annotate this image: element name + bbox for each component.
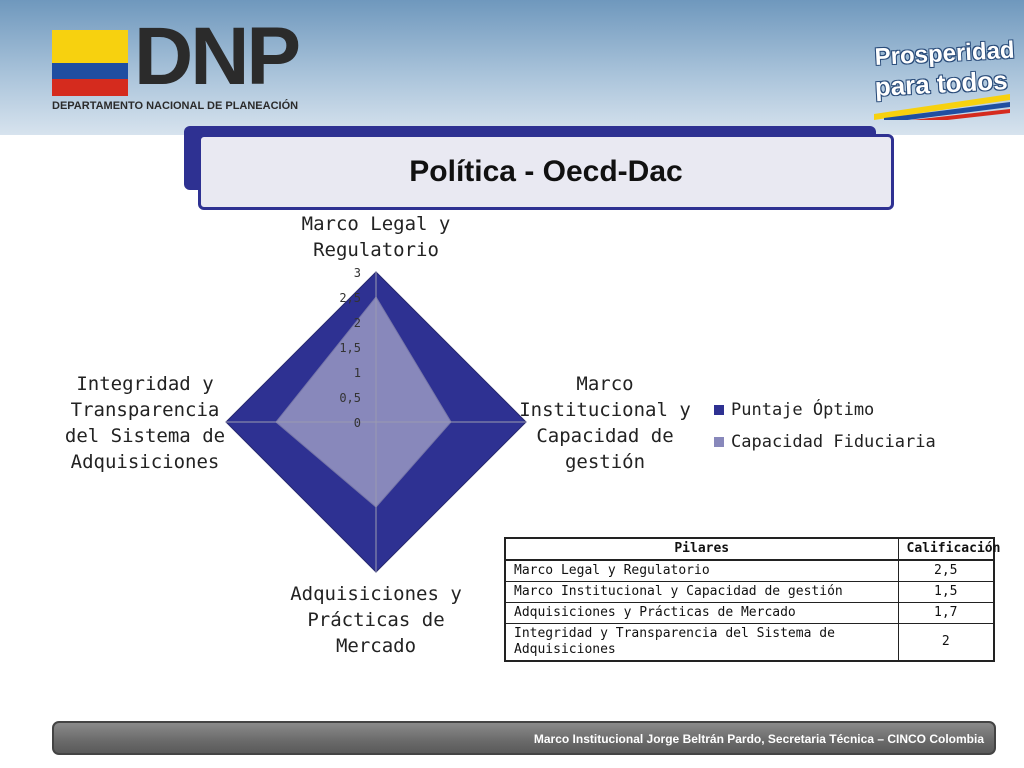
radar-axis-label: Marco <box>576 373 634 395</box>
radar-tick-label: 0,5 <box>339 391 361 405</box>
radar-axis-label: Regulatorio <box>313 239 439 261</box>
scores-table <box>504 537 1001 662</box>
legend-item-fiduciaria <box>714 426 936 458</box>
cell-pilar: Adquisiciones y Prácticas de Mercado <box>505 603 898 624</box>
column-header-calificacion: Calificación <box>898 538 994 560</box>
cell-pilar: Marco Legal y Regulatorio <box>505 560 898 582</box>
page-title: Política - Oecd-Dac <box>409 155 683 188</box>
slogan-logo <box>866 36 1016 130</box>
cell-calificacion: 2 <box>898 624 994 662</box>
legend-label-fiduciaria: Capacidad Fiduciaria <box>731 432 936 452</box>
radar-tick-label: 0 <box>353 416 361 430</box>
radar-tick-label: 1,5 <box>339 341 361 355</box>
logo-text: DNP <box>134 11 299 102</box>
column-header-pilares: Pilares <box>505 538 898 560</box>
chart-legend <box>714 394 936 458</box>
radar-axis-label: del Sistema de <box>64 425 226 447</box>
cell-calificacion: 1,5 <box>898 582 994 603</box>
radar-axis-label: Mercado <box>335 635 417 657</box>
radar-tick-label: 1 <box>353 366 361 380</box>
radar-tick-label: 2 <box>353 316 361 330</box>
cell-pilar: Integridad y Transparencia del Sistema de Adquisiciones <box>505 624 898 662</box>
table-row <box>505 624 994 662</box>
cell-pilar: Marco Institucional y Capacidad de gestión <box>505 582 898 603</box>
table-header-row <box>505 538 994 560</box>
slogan-line-2: para todos <box>874 65 1009 102</box>
radar-tick-label: 2,5 <box>339 291 361 305</box>
radar-axis-label: Adquisiciones <box>70 451 220 473</box>
radar-axis-label: Prácticas de <box>307 609 445 631</box>
legend-item-optimo <box>714 394 936 426</box>
radar-axis-label: Capacidad de <box>536 425 674 447</box>
dnp-logo <box>52 11 322 115</box>
colombia-flag-icon <box>52 30 128 96</box>
legend-swatch-optimo <box>714 405 724 415</box>
cell-calificacion: 1,7 <box>898 603 994 624</box>
cell-calificacion: 2,5 <box>898 560 994 582</box>
legend-swatch-fiduciaria <box>714 437 724 447</box>
radar-tick-label: 3 <box>353 266 361 280</box>
table-row <box>505 603 994 624</box>
radar-axis-label: Institucional y <box>519 399 691 421</box>
legend-label-optimo: Puntaje Óptimo <box>731 400 875 420</box>
table-row <box>505 582 994 603</box>
slogan-line-1: Prosperidad <box>874 36 1016 71</box>
radar-axis-label: Integridad y <box>76 373 214 395</box>
table-row <box>505 560 994 582</box>
radar-axis-label: gestión <box>564 451 646 473</box>
title-box <box>198 134 894 210</box>
radar-axis-label: Transparencia <box>70 399 220 421</box>
radar-axis-label: Marco Legal y <box>301 213 451 235</box>
footer-text: Marco Institucional Jorge Beltrán Pardo, Secretaria Técnica – CINCO Colombia <box>533 732 984 746</box>
footer-bar <box>52 721 996 755</box>
radar-axis-label: Adquisiciones y <box>290 583 462 605</box>
logo-subtitle: DEPARTAMENTO NACIONAL DE PLANEACIÓN <box>52 100 299 112</box>
